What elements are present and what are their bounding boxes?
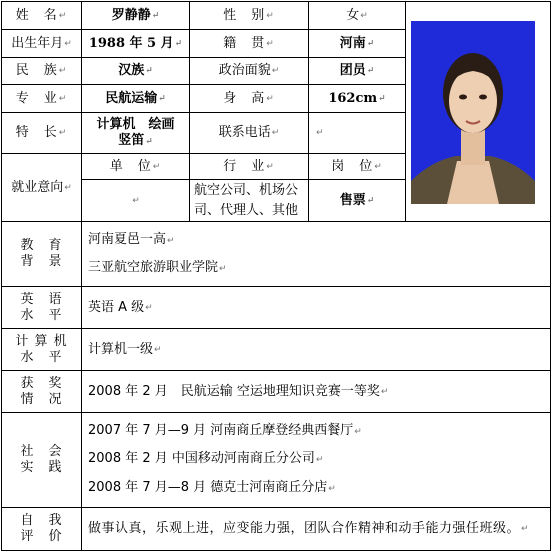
education-value bbox=[81, 221, 551, 287]
native-value: 河南 ↵ bbox=[308, 29, 406, 58]
self-label: 自 我 评 价 bbox=[1, 507, 82, 551]
computer-label: 计 算 机 水 平 bbox=[1, 328, 82, 371]
job-position-header: 岗 位 ↵ bbox=[308, 153, 406, 180]
name-label: 姓 名 ↵ bbox=[1, 1, 82, 30]
skill-value bbox=[81, 112, 190, 154]
political-label: 政治面貌 ↵ bbox=[189, 57, 309, 85]
practice-item: 2007 年 7 月—9 月 河南商丘摩登经典西餐厅↵ bbox=[88, 422, 362, 438]
name-value: 罗静静 ↵ bbox=[81, 1, 190, 30]
education-label: 教 育 背 景 bbox=[1, 221, 82, 287]
self-value: 做事认真，乐观上进，应变能力强，团队合作精神和动手能力强任班级。 ↵ bbox=[81, 507, 551, 551]
education-item: 河南夏邑一高↵ bbox=[88, 231, 175, 247]
height-value: 162cm ↵ bbox=[308, 84, 406, 113]
education-item: 三亚航空旅游职业学院↵ bbox=[88, 259, 227, 275]
practice-item: 2008 年 2 月 中国移动河南商丘分公司↵ bbox=[88, 451, 324, 467]
job-industry-value: 航空公司、机场公司、代理人、其他 bbox=[189, 179, 309, 222]
gender-label: 性 别 ↵ bbox=[189, 1, 309, 30]
ethnic-value: 汉族 ↵ bbox=[81, 57, 190, 85]
awards-label: 获 奖 情 况 bbox=[1, 370, 82, 413]
major-label: 专 业 ↵ bbox=[1, 84, 82, 113]
birth-label: 出生年月 ↵ bbox=[1, 29, 82, 58]
gender-value: 女 ↵ bbox=[308, 1, 406, 30]
english-value: 英语 A 级 ↵ bbox=[81, 286, 551, 329]
skill-label: 特 长 ↵ bbox=[1, 112, 82, 154]
political-value: 团员 ↵ bbox=[308, 57, 406, 85]
ethnic-label: 民 族 ↵ bbox=[1, 57, 82, 85]
job-industry-header: 行 业 ↵ bbox=[189, 153, 309, 180]
phone-label: 联系电话 ↵ bbox=[189, 112, 309, 154]
native-label: 籍 贯 ↵ bbox=[189, 29, 309, 58]
portrait-image bbox=[411, 21, 535, 204]
height-label: 身 高 ↵ bbox=[189, 84, 309, 113]
job-label: 就业意向 ↵ bbox=[1, 153, 82, 222]
birth-value: 1988 年 5 月 ↵ bbox=[81, 29, 190, 58]
applicant-photo bbox=[411, 21, 535, 204]
skill-line-2: 竖笛↵ bbox=[118, 132, 153, 148]
practice-value bbox=[81, 412, 551, 508]
computer-value: 计算机一级 ↵ bbox=[81, 328, 551, 371]
job-unit-header: 单 位 ↵ bbox=[81, 153, 190, 180]
practice-label: 社 会 实 践 bbox=[1, 412, 82, 508]
english-label: 英 语 水 平 bbox=[1, 286, 82, 329]
job-unit-value: ↵ bbox=[81, 179, 190, 222]
major-value: 民航运输 ↵ bbox=[81, 84, 190, 113]
skill-line-1: 计算机 绘画 bbox=[96, 116, 175, 132]
awards-value: 2008 年 2 月 民航运输 空运地理知识竞赛一等奖 ↵ bbox=[81, 370, 551, 413]
phone-value: ↵ bbox=[308, 112, 406, 154]
practice-item: 2008 年 7 月—8 月 德克士河南商丘分店↵ bbox=[88, 480, 336, 496]
job-position-value: 售票 ↵ bbox=[308, 179, 406, 222]
